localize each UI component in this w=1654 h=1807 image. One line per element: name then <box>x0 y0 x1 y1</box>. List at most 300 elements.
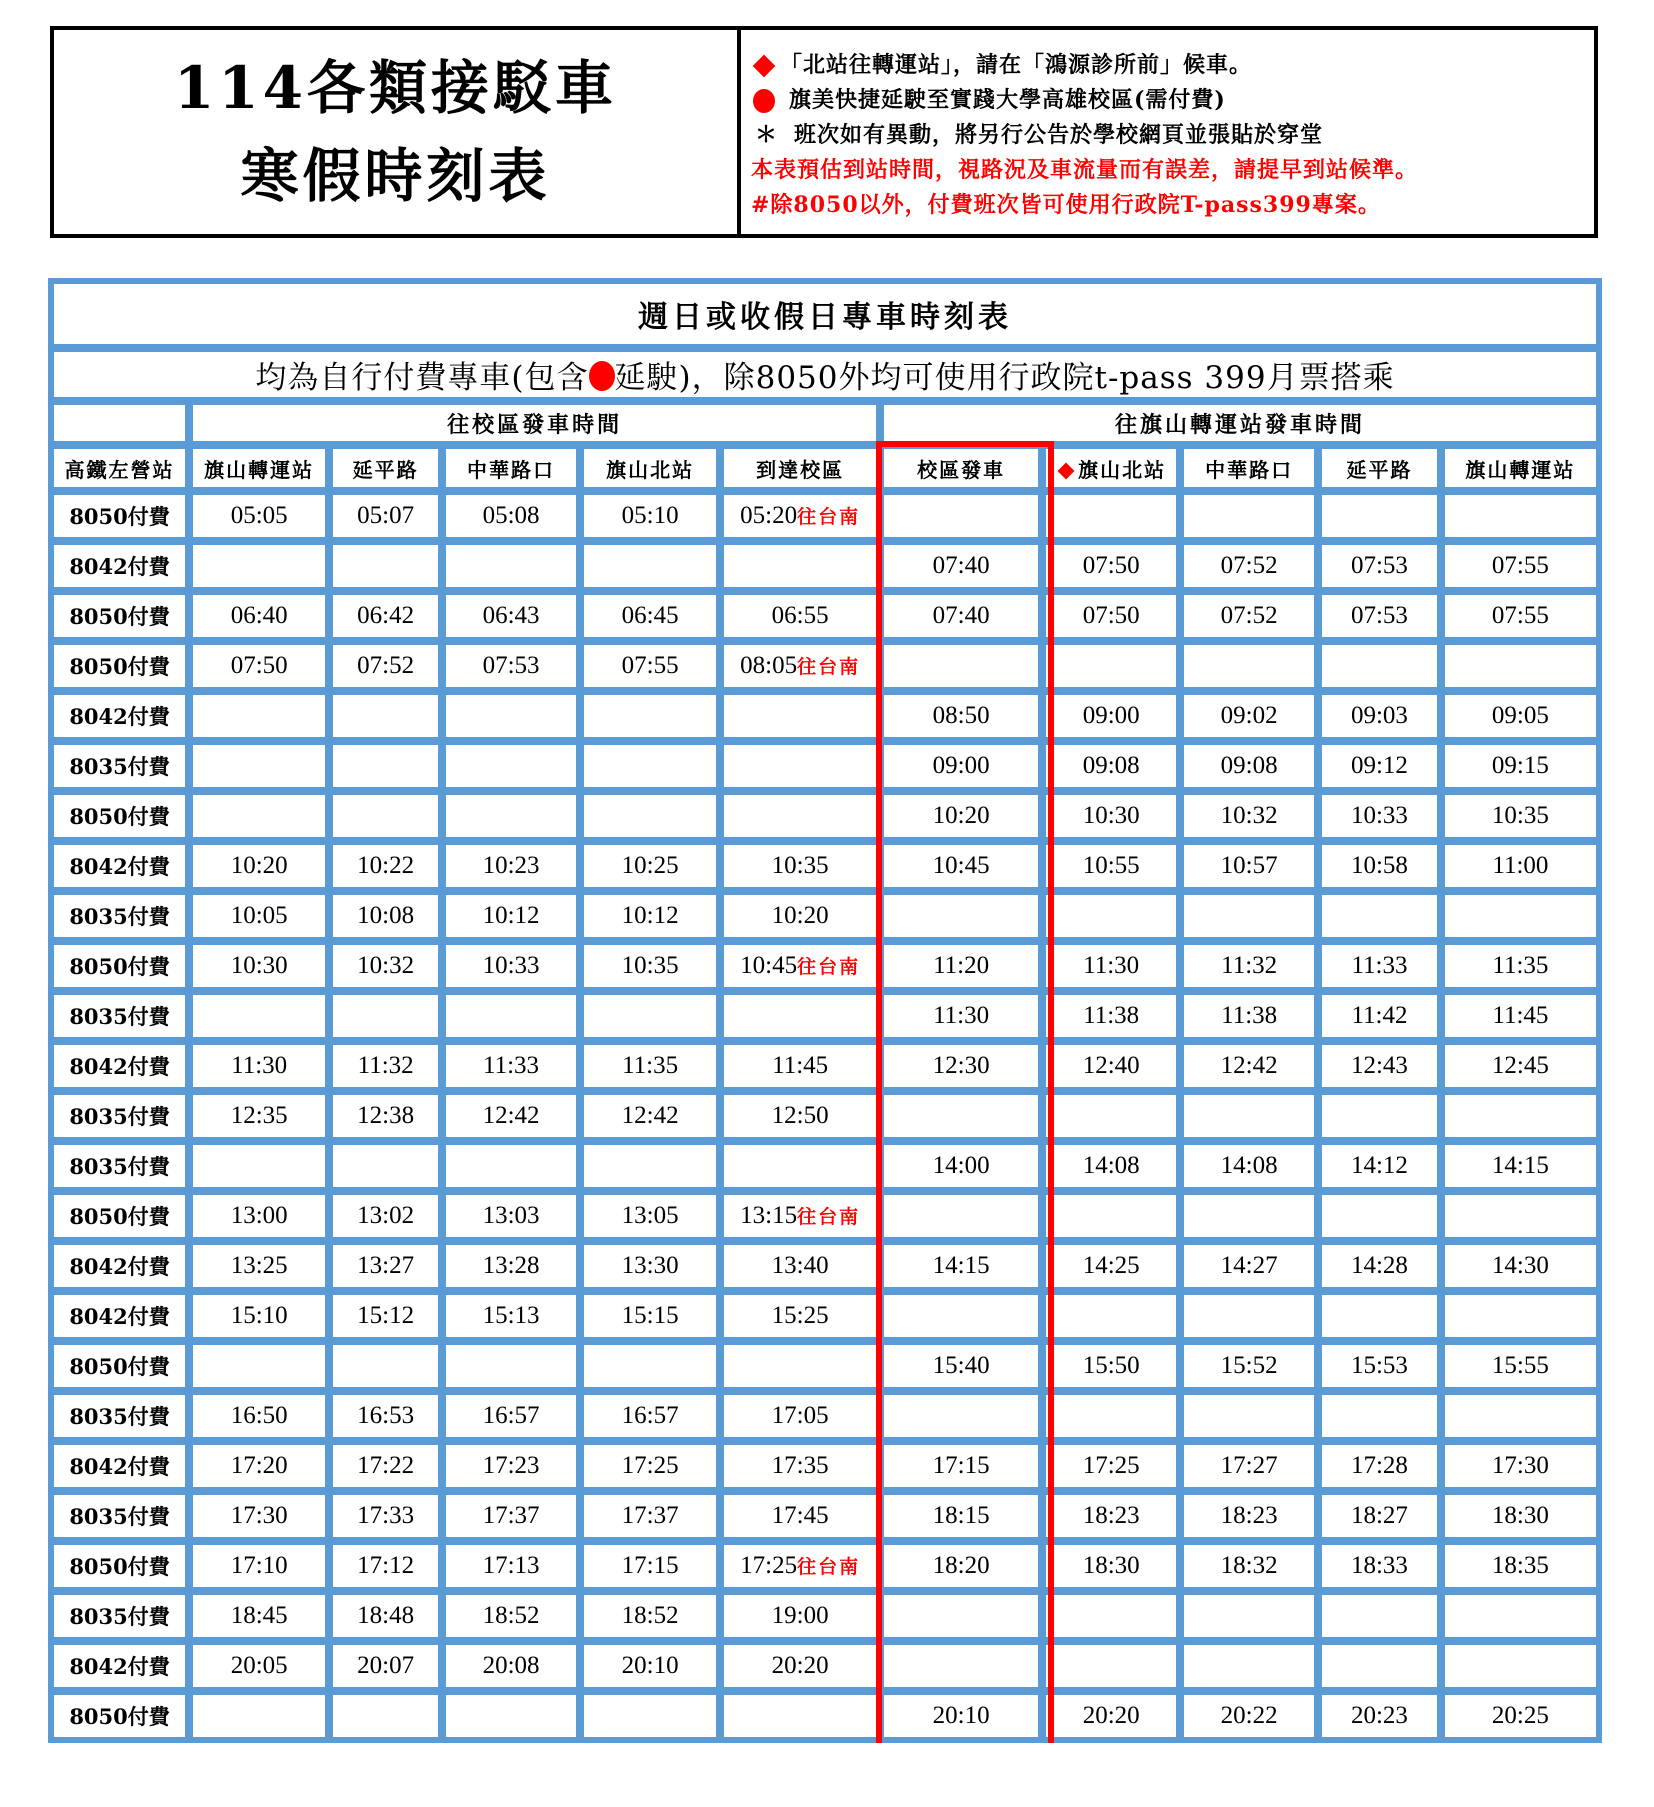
time-cell-to-campus: 05:05 <box>193 495 333 545</box>
title-line-1: 114各類接駁車 <box>173 54 618 122</box>
route-cell: 8050付費 <box>54 595 193 645</box>
time-cell-campus-depart <box>884 1395 1046 1445</box>
time-cell-to-campus: 17:22 <box>333 1445 446 1495</box>
route-cell: 8042付費 <box>54 845 193 895</box>
time-cell-to-campus <box>724 645 884 695</box>
time-cell-to-station <box>1322 1195 1445 1245</box>
time-cell-to-campus <box>193 995 333 1045</box>
time-cell-to-campus <box>724 545 884 595</box>
to-tainan-note: 往台南 <box>797 956 861 978</box>
time-cell-to-station <box>1046 1295 1184 1345</box>
red-diamond-icon <box>753 54 776 77</box>
timetable <box>48 278 1602 1743</box>
time-cell-to-station: 11:33 <box>1322 945 1445 995</box>
table-row <box>54 845 1596 895</box>
route-cell: 8035付費 <box>54 1395 193 1445</box>
time-cell-campus-depart: 10:20 <box>884 795 1046 845</box>
time-cell-to-campus: 17:30 <box>193 1495 333 1545</box>
time-cell-to-campus: 06:40 <box>193 595 333 645</box>
route-cell: 8035付費 <box>54 1095 193 1145</box>
time-cell-to-station: 11:42 <box>1322 995 1445 1045</box>
col-header-arrive-campus: 到達校區 <box>724 449 884 495</box>
note-text: 旗美快捷延駛至實踐大學高雄校區(需付費) <box>789 87 1226 113</box>
time-cell-campus-depart: 15:40 <box>884 1345 1046 1395</box>
table-row <box>54 795 1596 845</box>
time-cell-to-campus <box>724 1145 884 1195</box>
time-cell-campus-depart: 07:40 <box>884 545 1046 595</box>
time-cell-to-campus: 18:52 <box>446 1595 584 1645</box>
time-cell-to-station: 10:32 <box>1184 795 1322 845</box>
time-cell-campus-depart: 20:10 <box>884 1695 1046 1737</box>
time-cell-to-campus <box>333 1695 446 1737</box>
time-cell-to-campus <box>724 795 884 845</box>
time-cell-to-station <box>1184 645 1322 695</box>
time-cell-to-station: 11:00 <box>1445 845 1596 895</box>
red-dot-icon <box>589 361 615 391</box>
time-cell-to-campus: 06:55 <box>724 595 884 645</box>
table-row <box>54 1295 1596 1345</box>
time-cell-to-station: 11:30 <box>1046 945 1184 995</box>
time-cell-to-campus: 11:32 <box>333 1045 446 1095</box>
time-cell-to-station <box>1322 1395 1445 1445</box>
time-cell-to-campus <box>724 695 884 745</box>
time-cell-to-campus: 17:05 <box>724 1395 884 1445</box>
time-cell-to-station: 12:42 <box>1184 1045 1322 1095</box>
notes-panel <box>741 30 1594 234</box>
time-cell-to-campus: 16:57 <box>584 1395 724 1445</box>
time-cell-to-campus: 18:45 <box>193 1595 333 1645</box>
time-cell-to-station: 18:30 <box>1046 1545 1184 1595</box>
time-cell-to-station: 10:58 <box>1322 845 1445 895</box>
time-cell-to-campus <box>446 995 584 1045</box>
time-cell-to-campus <box>446 1695 584 1737</box>
red-dot-icon <box>753 89 775 113</box>
time-cell-to-campus: 20:07 <box>333 1645 446 1695</box>
time-cell-to-station: 14:30 <box>1445 1245 1596 1295</box>
time-cell-to-campus: 11:33 <box>446 1045 584 1095</box>
time-cell-to-campus <box>193 695 333 745</box>
time-cell-to-station <box>1445 1295 1596 1345</box>
time-cell-to-station: 18:30 <box>1445 1495 1596 1545</box>
time-cell-to-campus <box>724 1345 884 1395</box>
time-cell-to-campus: 10:35 <box>724 845 884 895</box>
time-cell-to-campus: 17:13 <box>446 1545 584 1595</box>
time-cell-to-station: 18:35 <box>1445 1545 1596 1595</box>
time-cell-to-campus: 10:23 <box>446 845 584 895</box>
table-row <box>54 745 1596 795</box>
time-cell-to-campus <box>333 695 446 745</box>
col-header-qishan-terminal: 旗山轉運站 <box>193 449 333 495</box>
page-title <box>54 30 741 234</box>
time-cell-to-station <box>1046 495 1184 545</box>
time-cell-campus-depart: 14:15 <box>884 1245 1046 1295</box>
table-title: 週日或收假日專車時刻表 <box>54 284 1596 352</box>
time-cell-to-campus <box>724 1195 884 1245</box>
time-cell-to-campus: 17:25 <box>584 1445 724 1495</box>
time-cell-to-station: 18:32 <box>1184 1545 1322 1595</box>
time-cell-to-campus: 05:08 <box>446 495 584 545</box>
time-cell-to-campus: 12:50 <box>724 1095 884 1145</box>
time-cell-to-campus <box>584 545 724 595</box>
route-cell: 8050付費 <box>54 495 193 545</box>
time-cell-to-station <box>1322 495 1445 545</box>
time-cell-to-campus <box>446 1145 584 1195</box>
time-cell-to-station: 10:57 <box>1184 845 1322 895</box>
time-cell-campus-depart <box>884 1095 1046 1145</box>
time-cell-to-campus: 10:33 <box>446 945 584 995</box>
time-cell-to-campus <box>724 995 884 1045</box>
time-value: 13:15 <box>740 1202 798 1229</box>
route-cell: 8042付費 <box>54 1045 193 1095</box>
time-cell-to-campus: 13:30 <box>584 1245 724 1295</box>
note-schedule-change <box>751 118 1594 153</box>
time-value: 05:20 <box>740 502 798 529</box>
col-header-qishan-north-return <box>1046 449 1184 495</box>
time-cell-to-campus: 10:12 <box>446 895 584 945</box>
time-cell-to-station: 11:32 <box>1184 945 1322 995</box>
time-cell-to-station <box>1184 895 1322 945</box>
time-cell-to-station: 14:28 <box>1322 1245 1445 1295</box>
time-cell-to-station: 14:25 <box>1046 1245 1184 1295</box>
time-cell-to-station: 15:55 <box>1445 1345 1596 1395</box>
time-cell-to-station: 20:22 <box>1184 1695 1322 1737</box>
time-cell-to-campus: 13:03 <box>446 1195 584 1245</box>
time-cell-campus-depart: 08:50 <box>884 695 1046 745</box>
time-cell-campus-depart: 11:20 <box>884 945 1046 995</box>
route-cell: 8050付費 <box>54 795 193 845</box>
time-cell-to-campus: 10:05 <box>193 895 333 945</box>
time-cell-to-station <box>1046 1095 1184 1145</box>
time-cell-to-station: 20:20 <box>1046 1695 1184 1737</box>
time-cell-to-campus: 10:20 <box>193 845 333 895</box>
time-cell-to-station <box>1184 495 1322 545</box>
table-row <box>54 695 1596 745</box>
time-cell-to-station <box>1184 1595 1322 1645</box>
time-cell-to-station: 14:15 <box>1445 1145 1596 1195</box>
table-row <box>54 545 1596 595</box>
time-cell-to-campus: 16:53 <box>333 1395 446 1445</box>
time-cell-to-campus: 17:35 <box>724 1445 884 1495</box>
time-cell-to-station: 07:52 <box>1184 595 1322 645</box>
route-cell: 8042付費 <box>54 1645 193 1695</box>
route-cell: 8042付費 <box>54 1445 193 1495</box>
col-header-qishan-terminal-return: 旗山轉運站 <box>1445 449 1596 495</box>
col-header-yanping-rd-return: 延平路 <box>1322 449 1445 495</box>
time-cell-to-station: 09:12 <box>1322 745 1445 795</box>
time-cell-to-station: 20:25 <box>1445 1695 1596 1737</box>
time-cell-to-station: 09:08 <box>1184 745 1322 795</box>
time-cell-to-campus <box>446 545 584 595</box>
route-cell: 8035付費 <box>54 745 193 795</box>
time-cell-to-campus: 07:53 <box>446 645 584 695</box>
time-cell-to-campus <box>724 945 884 995</box>
time-cell-campus-depart: 14:00 <box>884 1145 1046 1195</box>
time-cell-to-campus <box>333 745 446 795</box>
time-cell-to-campus <box>333 545 446 595</box>
time-cell-to-campus <box>446 745 584 795</box>
col-header-label: 旗山北站 <box>1078 457 1167 482</box>
col-header-yanping-rd: 延平路 <box>333 449 446 495</box>
col-header-campus-depart: 校區發車 <box>884 449 1046 495</box>
to-tainan-note: 往台南 <box>797 1206 861 1228</box>
time-cell-to-campus <box>446 1345 584 1395</box>
time-cell-to-station: 15:52 <box>1184 1345 1322 1395</box>
table-row <box>54 1095 1596 1145</box>
table-row <box>54 1445 1596 1495</box>
time-cell-to-station <box>1445 895 1596 945</box>
time-cell-to-station: 09:08 <box>1046 745 1184 795</box>
time-cell-to-campus <box>584 1145 724 1195</box>
route-cell: 8035付費 <box>54 1595 193 1645</box>
time-cell-to-campus: 13:40 <box>724 1245 884 1295</box>
time-cell-to-campus: 20:10 <box>584 1645 724 1695</box>
table-row <box>54 995 1596 1045</box>
time-cell-to-campus: 10:32 <box>333 945 446 995</box>
time-cell-to-station: 07:55 <box>1445 545 1596 595</box>
time-cell-to-station: 14:08 <box>1046 1145 1184 1195</box>
note-tpass <box>751 188 1594 223</box>
table-row <box>54 495 1596 545</box>
time-cell-to-campus: 10:25 <box>584 845 724 895</box>
time-cell-to-station: 10:30 <box>1046 795 1184 845</box>
table-row <box>54 1545 1596 1595</box>
time-cell-to-campus: 06:45 <box>584 595 724 645</box>
time-cell-to-station: 20:23 <box>1322 1695 1445 1737</box>
time-value: 17:25 <box>740 1552 798 1579</box>
group-header-empty <box>54 405 193 449</box>
time-cell-to-campus: 05:10 <box>584 495 724 545</box>
note-text: 班次如有異動，將另行公告於學校網頁並張貼於穿堂 <box>794 122 1324 148</box>
time-cell-campus-depart <box>884 645 1046 695</box>
time-cell-to-campus: 11:35 <box>584 1045 724 1095</box>
time-cell-to-station <box>1445 1645 1596 1695</box>
time-cell-to-station: 12:45 <box>1445 1045 1596 1095</box>
time-cell-to-station <box>1184 1195 1322 1245</box>
time-cell-to-campus: 17:12 <box>333 1545 446 1595</box>
time-cell-to-campus: 17:20 <box>193 1445 333 1495</box>
time-cell-to-station <box>1184 1295 1322 1345</box>
time-cell-to-station <box>1322 1295 1445 1345</box>
route-cell: 8042付費 <box>54 545 193 595</box>
time-cell-to-campus: 17:37 <box>446 1495 584 1545</box>
time-cell-campus-depart <box>884 895 1046 945</box>
time-cell-to-station: 17:25 <box>1046 1445 1184 1495</box>
time-cell-to-campus: 13:00 <box>193 1195 333 1245</box>
time-cell-to-station: 10:35 <box>1445 795 1596 845</box>
note-text: 「北站往轉運站」，請在「鴻源診所前」候車。 <box>780 52 1253 78</box>
asterisk-icon: ＊ <box>755 122 779 148</box>
subtitle-text: 延駛)，除8050外均可使用行政院t-pass 399月票搭乘 <box>614 360 1395 396</box>
time-cell-to-campus: 13:25 <box>193 1245 333 1295</box>
time-cell-to-campus: 16:50 <box>193 1395 333 1445</box>
time-cell-to-campus: 15:10 <box>193 1295 333 1345</box>
time-cell-to-station <box>1046 1645 1184 1695</box>
time-cell-to-station: 15:50 <box>1046 1345 1184 1395</box>
time-value: 08:05 <box>740 652 798 679</box>
time-cell-to-station: 07:50 <box>1046 545 1184 595</box>
table-subtitle <box>54 352 1596 405</box>
time-cell-to-campus <box>584 1345 724 1395</box>
time-cell-to-station <box>1445 1195 1596 1245</box>
time-cell-to-station: 10:33 <box>1322 795 1445 845</box>
time-cell-to-station: 12:40 <box>1046 1045 1184 1095</box>
time-cell-to-campus: 19:00 <box>724 1595 884 1645</box>
time-cell-to-station <box>1322 1645 1445 1695</box>
time-cell-to-campus <box>584 1695 724 1737</box>
to-tainan-note: 往台南 <box>797 656 861 678</box>
time-cell-to-campus: 12:42 <box>446 1095 584 1145</box>
time-cell-to-campus: 12:35 <box>193 1095 333 1145</box>
time-cell-to-campus <box>193 1145 333 1195</box>
time-cell-to-campus <box>333 1145 446 1195</box>
time-cell-campus-depart: 12:30 <box>884 1045 1046 1095</box>
time-cell-to-station: 07:52 <box>1184 545 1322 595</box>
time-cell-to-station: 11:38 <box>1184 995 1322 1045</box>
title-line-2: 寒假時刻表 <box>240 142 551 210</box>
time-cell-to-campus: 10:30 <box>193 945 333 995</box>
time-cell-to-station: 07:53 <box>1322 545 1445 595</box>
time-cell-to-campus: 20:05 <box>193 1645 333 1695</box>
to-tainan-note: 往台南 <box>797 1556 861 1578</box>
header-box <box>50 26 1598 238</box>
time-cell-to-station: 09:05 <box>1445 695 1596 745</box>
time-cell-to-campus <box>333 1345 446 1395</box>
table-row <box>54 645 1596 695</box>
time-cell-to-station: 09:02 <box>1184 695 1322 745</box>
time-cell-to-campus: 10:20 <box>724 895 884 945</box>
time-cell-to-campus <box>724 1545 884 1595</box>
col-header-qishan-north: 旗山北站 <box>584 449 724 495</box>
time-cell-campus-depart <box>884 1295 1046 1345</box>
note-text: #除8050以外，付費班次皆可使用行政院T-pass399專案。 <box>751 192 1381 218</box>
route-cell: 8035付費 <box>54 1495 193 1545</box>
time-cell-to-campus <box>584 995 724 1045</box>
time-cell-to-station: 14:27 <box>1184 1245 1322 1295</box>
route-cell: 8042付費 <box>54 695 193 745</box>
column-headers <box>54 449 1596 495</box>
time-cell-to-campus: 10:08 <box>333 895 446 945</box>
time-cell-to-campus: 18:48 <box>333 1595 446 1645</box>
time-cell-to-campus: 15:12 <box>333 1295 446 1345</box>
time-cell-to-station: 18:33 <box>1322 1545 1445 1595</box>
time-cell-campus-depart <box>884 1595 1046 1645</box>
time-cell-to-station: 11:38 <box>1046 995 1184 1045</box>
time-cell-to-campus: 13:02 <box>333 1195 446 1245</box>
time-cell-to-station: 09:03 <box>1322 695 1445 745</box>
time-cell-to-station <box>1184 1095 1322 1145</box>
table-row <box>54 595 1596 645</box>
time-cell-to-station <box>1322 895 1445 945</box>
time-cell-to-campus <box>584 795 724 845</box>
time-cell-to-station <box>1322 1095 1445 1145</box>
route-cell: 8042付費 <box>54 1295 193 1345</box>
time-cell-to-campus: 17:10 <box>193 1545 333 1595</box>
time-cell-to-campus: 07:55 <box>584 645 724 695</box>
time-cell-to-campus: 11:45 <box>724 1045 884 1095</box>
table-row <box>54 1045 1596 1095</box>
time-cell-to-station <box>1184 1395 1322 1445</box>
time-cell-to-station <box>1046 645 1184 695</box>
time-cell-to-station: 17:30 <box>1445 1445 1596 1495</box>
time-cell-to-campus: 20:20 <box>724 1645 884 1695</box>
time-cell-to-campus: 13:28 <box>446 1245 584 1295</box>
time-cell-to-station: 10:55 <box>1046 845 1184 895</box>
time-cell-to-station: 18:23 <box>1184 1495 1322 1545</box>
note-extension <box>751 83 1594 118</box>
time-cell-campus-depart <box>884 495 1046 545</box>
time-cell-to-campus: 20:08 <box>446 1645 584 1695</box>
time-cell-to-campus: 17:45 <box>724 1495 884 1545</box>
group-header-to-campus: 往校區發車時間 <box>193 405 884 449</box>
table-row <box>54 1195 1596 1245</box>
route-cell: 8042付費 <box>54 1245 193 1295</box>
col-header-zhonghua-rd-return: 中華路口 <box>1184 449 1322 495</box>
table-row <box>54 1145 1596 1195</box>
group-header-to-station: 往旗山轉運站發車時間 <box>884 405 1596 449</box>
time-cell-to-campus: 17:15 <box>584 1545 724 1595</box>
route-cell: 8050付費 <box>54 1545 193 1595</box>
time-cell-to-station: 14:08 <box>1184 1145 1322 1195</box>
time-cell-to-station: 12:43 <box>1322 1045 1445 1095</box>
time-cell-to-station <box>1046 1595 1184 1645</box>
time-cell-campus-depart: 18:20 <box>884 1545 1046 1595</box>
subtitle-text: 均為自行付費專車(包含 <box>255 360 589 396</box>
time-cell-campus-depart <box>884 1195 1046 1245</box>
note-estimated-time <box>751 153 1594 188</box>
time-cell-to-campus <box>193 1695 333 1737</box>
table-row <box>54 1345 1596 1395</box>
note-text: 本表預估到站時間，視路況及車流量而有誤差，請提早到站候準。 <box>751 157 1419 183</box>
table-row <box>54 1645 1596 1695</box>
time-cell-campus-depart: 10:45 <box>884 845 1046 895</box>
route-cell: 8035付費 <box>54 1145 193 1195</box>
time-cell-to-campus <box>446 695 584 745</box>
table-row <box>54 895 1596 945</box>
table-row <box>54 945 1596 995</box>
route-cell: 8050付費 <box>54 1695 193 1737</box>
time-cell-to-station <box>1322 1595 1445 1645</box>
table-row <box>54 1395 1596 1445</box>
time-cell-to-campus <box>446 795 584 845</box>
time-cell-to-campus: 12:42 <box>584 1095 724 1145</box>
time-cell-to-campus: 06:43 <box>446 595 584 645</box>
time-cell-to-campus: 13:05 <box>584 1195 724 1245</box>
time-cell-campus-depart: 17:15 <box>884 1445 1046 1495</box>
time-cell-to-station: 17:28 <box>1322 1445 1445 1495</box>
time-cell-to-station <box>1046 1195 1184 1245</box>
time-cell-to-station <box>1445 645 1596 695</box>
time-cell-to-campus <box>724 745 884 795</box>
time-cell-to-campus <box>193 745 333 795</box>
time-cell-to-station: 11:35 <box>1445 945 1596 995</box>
route-cell: 8035付費 <box>54 895 193 945</box>
red-diamond-icon <box>1058 462 1075 479</box>
route-cell: 8050付費 <box>54 1195 193 1245</box>
time-cell-to-station <box>1322 645 1445 695</box>
time-cell-to-campus <box>724 1695 884 1737</box>
time-cell-to-campus <box>333 995 446 1045</box>
time-cell-to-campus: 17:23 <box>446 1445 584 1495</box>
time-cell-campus-depart: 09:00 <box>884 745 1046 795</box>
table-row <box>54 1245 1596 1295</box>
time-cell-to-campus: 15:25 <box>724 1295 884 1345</box>
time-cell-to-station: 15:53 <box>1322 1345 1445 1395</box>
time-cell-to-station <box>1184 1645 1322 1695</box>
time-cell-to-campus: 15:15 <box>584 1295 724 1345</box>
route-cell: 8035付費 <box>54 995 193 1045</box>
time-cell-to-campus: 17:33 <box>333 1495 446 1545</box>
time-cell-to-campus: 05:07 <box>333 495 446 545</box>
